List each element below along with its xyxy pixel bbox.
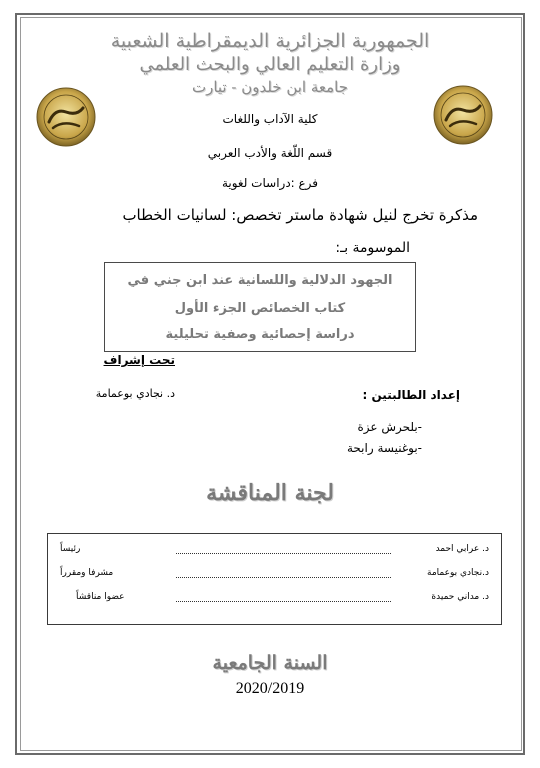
committee-member-role: رئيساً: [60, 544, 81, 554]
thesis-title-line-2: كتاب الخصائص الجزء الأول: [174, 301, 346, 316]
titled-label: الموسومة بـ:: [335, 240, 410, 256]
header-republic: الجمهورية الجزائرية الديمقراطية الشعبية: [110, 30, 430, 52]
supervision-label: تحت إشراف: [103, 353, 175, 367]
committee-member-name: د. مداني حميدة: [431, 592, 489, 602]
header-university: جامعة ابن خلدون - تيارت: [191, 78, 349, 96]
header-ministry: وزارة التعليم العالي والبحث العلمي: [139, 54, 401, 75]
dotted-line: [176, 577, 391, 578]
student-2: -بوغنيسة رابحة: [347, 441, 422, 455]
committee-box: [47, 533, 502, 625]
thesis-title-line-1: الجهود الدلالية واللسانية عند ابن جني في: [127, 273, 393, 288]
thesis-title-box: [104, 262, 416, 352]
supervisor-name: د. نجادي بوعمامة: [95, 387, 175, 400]
dotted-line: [176, 553, 391, 554]
academic-year: 2020/2019: [235, 680, 305, 697]
committee-row: [48, 568, 501, 582]
committee-member-role: عضوا مناقشاً: [76, 592, 125, 602]
branch-name: فرع :دراسات لغوية: [221, 176, 319, 190]
thesis-title-line-3: دراسة إحصائية وصفية تحليلية: [165, 327, 355, 342]
degree-line: مذكرة تخرج لنيل شهادة ماستر تخصص: لسانيات الخطاب: [122, 206, 478, 224]
committee-row: [48, 544, 501, 558]
dotted-line: [176, 601, 391, 602]
committee-row: [48, 592, 501, 606]
committee-member-role: مشرفا ومقرراً: [60, 568, 114, 578]
committee-heading: لجنة المناقشة: [206, 480, 334, 506]
student-1: -بلحرش عزة: [357, 420, 422, 434]
academic-year-label: السنة الجامعية: [212, 652, 328, 674]
prepared-by-label: إعداد الطالبتين :: [362, 388, 460, 402]
department-name: قسم اللّغة والأدب العربي: [207, 146, 333, 160]
faculty-name: كلية الآداب واللغات: [222, 112, 318, 126]
committee-member-name: د. عرابي احمد: [435, 544, 489, 554]
committee-member-name: د.نجادي بوعمامة: [427, 568, 489, 578]
